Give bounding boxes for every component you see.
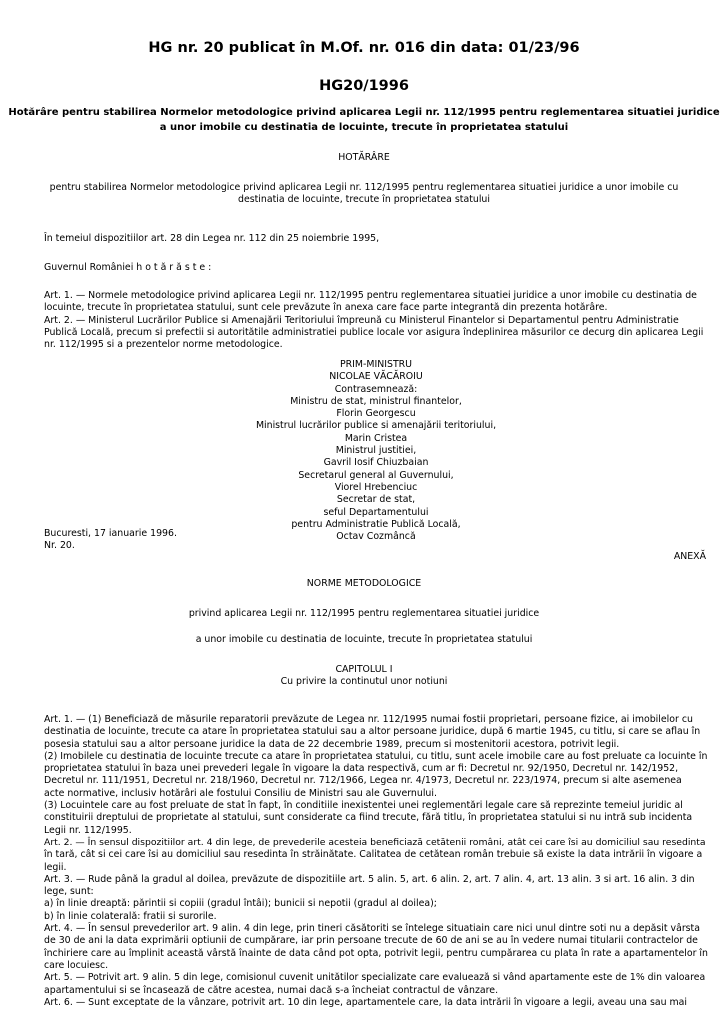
body-line: b) în linie colaterală: fratii si surorile.	[44, 910, 217, 922]
article-line: Publică Locală, precum si prefectii si autoritătile administratiei publice locale vor asigura îndeplinirea măsurilor ce decurg din aplicarea Legii	[44, 326, 704, 338]
body-line: destinatia de locuinte, trecute ca atare în proprietatea statului sau a altor persoane juridice, după 6 martie 1945, cu titlu, si care se aflau în	[44, 726, 701, 738]
decision-articles	[44, 290, 708, 351]
signature-line: Secretar de stat,	[336, 494, 416, 506]
article-line: Art. 2. — Ministerul Lucrărilor Publice si Amenajării Teritoriului împreună cu Ministerul Finantelor si Departamentul pentru Administratie	[44, 314, 679, 326]
body-line: de 30 de ani la data exprimării optiunii de cumpărare, iar prin persoane trecute de 60 de ani se au în vedere numai titularii contractelor de	[44, 935, 698, 947]
body-line: lege, sunt:	[44, 886, 94, 898]
norms-subtitle-line-1: privind aplicarea Legii nr. 112/1995 pentru reglementarea situatiei juridice	[188, 608, 540, 619]
body-line: Art. 3. — Rude până la gradul al doilea, prevăzute de dispozitiile art. 5 alin. 5, art. 6 alin. 2, art. 7 alin. 4, art. 13 alin. 3 si art. 16 alin. 3 din	[44, 873, 695, 885]
signature-line: Florin Georgescu	[336, 408, 416, 420]
body-line: a) în linie dreaptă: părintii si copiii (gradul întâi); bunicii si nepotii (gradul al doilea);	[44, 898, 437, 910]
body-line: acte normative, inclusiv hotărâri ale fostului Consiliu de Ministri sau ale Guvernului.	[44, 787, 437, 799]
chapter-title: Cu privire la continutul unor notiuni	[280, 676, 448, 687]
body-line: proprietatea statului în baza unei prevederi legale în vigoare la data respectivă, cum ar fi: Decretul nr. 92/1950, Decretul nr. 142/1952,	[44, 763, 679, 775]
decision-heading: HOTĂRÂRE	[338, 152, 390, 163]
body-line: (3) Locuintele care au fost preluate de stat în fapt, în conditiile inexistentei unei reglementări legale care să reprezinte temeiul juridic al	[44, 800, 683, 812]
legal-basis: În temeiul dispozitiilor art. 28 din Legea nr. 112 din 25 noiembrie 1995,	[44, 233, 380, 244]
signature-line: Viorel Hrebenciuc	[334, 481, 418, 493]
body-line: Art. 4. — În sensul prevederilor art. 9 alin. 4 din lege, prin tineri căsătoriti se întelege situatiain care nici unul dintre soti nu a depăsit vârsta	[44, 923, 700, 935]
decision-purpose-line-1: pentru stabilirea Normelor metodologice privind aplicarea Legii nr. 112/1995 pentru reglementarea situatiei juridice a unor imobile cu	[49, 182, 679, 193]
body-line: apartamentului si se încasează de către acestea, numai dacă s-a încheiat contractul de vânzare.	[44, 984, 499, 996]
signature-line: Gavril Iosif Chiuzbaian	[323, 457, 429, 469]
norms-heading: NORME METODOLOGICE	[306, 578, 422, 589]
body-line: care locuiesc.	[44, 959, 109, 971]
body-line: Legii nr. 112/1995.	[44, 824, 132, 836]
body-line: Decretul nr. 111/1951, Decretul nr. 218/1960, Decretul nr. 712/1966, Legea nr. 4/1973, Decretul nr. 223/1974, precum si alte asemenea	[44, 775, 682, 787]
document-code: HG20/1996	[319, 78, 409, 94]
body-line: Art. 1. — (1) Beneficiază de măsurile reparatorii prevăzute de Legea nr. 112/1995 numai fostii proprietari, persoane fizice, ai imobilelor cu	[44, 714, 693, 725]
signature-line: PRIM-MINISTRU	[339, 359, 413, 370]
decision-purpose-line-2: destinatia de locuinte, trecute în proprietatea statului	[238, 194, 490, 205]
body-line: constituirii dreptului de proprietate al statului, sunt considerate ca fiind trecute, fără titlu, în proprietatea statului si nu intră sub incidenta	[44, 812, 693, 824]
body-line: legii.	[44, 861, 67, 873]
body-line: în tară, cât si cei care îsi au domiciliul sau resedinta în străinătate. Calitatea de cetătean român trebuie să existe la data intrării în vigoare a	[44, 849, 703, 861]
place-date: Bucuresti, 17 ianuarie 1996.	[44, 528, 177, 539]
document-number: Nr. 20.	[44, 540, 75, 551]
signature-line: Ministrul lucrărilor publice si amenajării teritoriului,	[255, 420, 497, 432]
signature-block	[196, 359, 556, 543]
signature-line: Secretarul general al Guvernului,	[298, 469, 454, 481]
body-line: posesia statului sau a altor persoane juridice la data de 22 decembrie 1989, precum si mostenitorii acestora, potrivit legii.	[44, 738, 620, 750]
document-title: HG nr. 20 publicat în M.Of. nr. 016 din data: 01/23/96	[148, 40, 580, 56]
norms-body	[44, 714, 708, 1009]
body-line: Art. 6. — Sunt exceptate de la vânzare, potrivit art. 10 din lege, apartamentele care, la data intrării în vigoare a legii, aveau una sau mai	[44, 996, 688, 1008]
norms-subtitle-line-2: a unor imobile cu destinatia de locuinte, trecute în proprietatea statului	[195, 634, 533, 645]
body-line: (2) Imobilele cu destinatia de locuinte trecute ca atare în proprietatea statului, cu titlu, sunt acele imobile care au fost preluate ca locuinte în	[44, 750, 708, 762]
signature-line: Contrasemnează:	[334, 383, 418, 395]
signature-line: Marin Cristea	[344, 432, 408, 444]
body-line: Art. 2. — În sensul dispozitiilor art. 4 din lege, de prevederile acesteia beneficiază cetătenii români, atât cei care îsi au domiciliul sau resedinta	[44, 836, 706, 848]
subtitle-line-2: a unor imobile cu destinatia de locuinte, trecute în proprietatea statului	[159, 122, 569, 133]
signature-line: pentru Administratie Publică Locală,	[291, 518, 461, 530]
signature-line: Ministrul justitiei,	[335, 445, 417, 457]
body-line: Art. 5. — Potrivit art. 9 alin. 5 din lege, comisionul cuvenit unitătilor specializate care evaluează si vând apartamente este de 1% din valoarea	[44, 972, 706, 984]
article-line: locuinte, trecute în proprietatea statului, sunt cele prevăzute în anexa care face parte integrantă din prezenta hotărâre.	[44, 302, 608, 314]
signature-line: Ministru de stat, ministrul finantelor,	[290, 395, 462, 407]
signature-line: NICOLAE VĂCĂROIU	[329, 371, 423, 383]
signature-line: Octav Cozmâncă	[336, 531, 416, 543]
article-line: Art. 1. — Normele metodologice privind aplicarea Legii nr. 112/1995 pentru reglementarea situatiei juridice a unor imobile cu destinatia de	[44, 290, 697, 301]
article-line: nr. 112/1995 si a prezentelor norme metodologice.	[44, 339, 283, 351]
annex-label: ANEXĂ	[673, 551, 706, 562]
body-line: închiriere care au împlinit această vârstă înainte de data când pot opta, potrivit legii, pentru cumpărarea cu plata în rate a apartamentelor în	[44, 947, 708, 959]
signature-line: seful Departamentului	[323, 506, 429, 518]
subtitle-line-1: Hotărâre pentru stabilirea Normelor metodologice privind aplicarea Legii nr. 112/1995 pentru reglementarea situatiei juridice	[8, 107, 720, 118]
chapter-number: CAPITOLUL I	[335, 664, 393, 675]
government-decrees: Guvernul României h o t ă r ă s t e :	[44, 262, 212, 273]
